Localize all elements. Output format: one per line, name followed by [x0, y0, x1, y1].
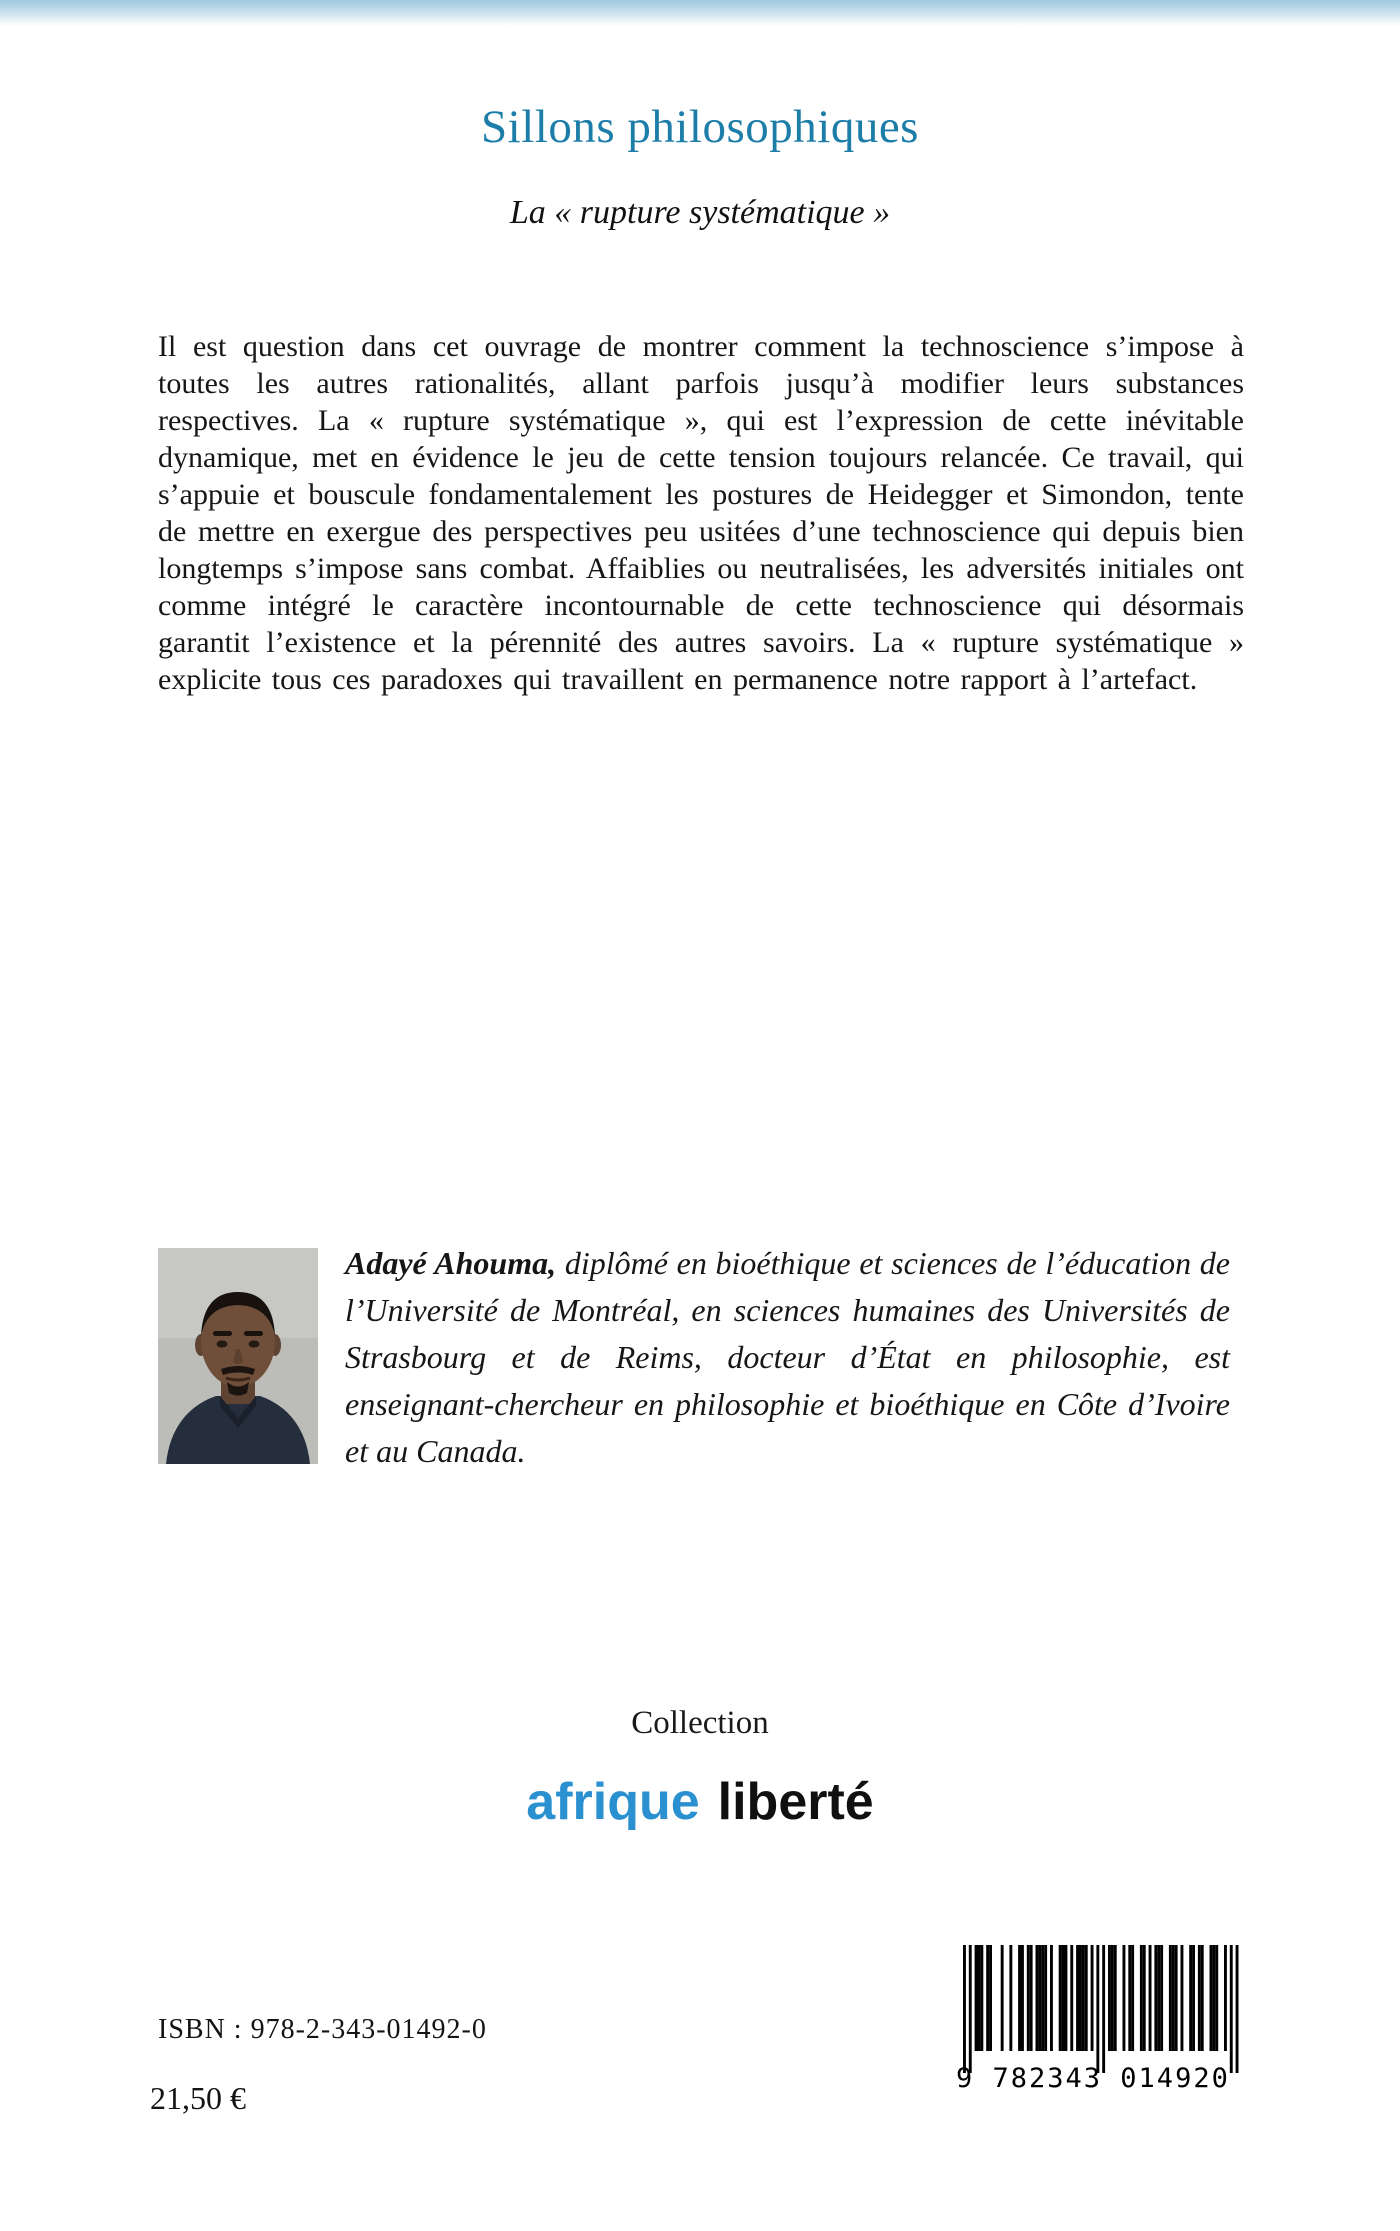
book-title: La « rupture systématique » [509, 194, 891, 231]
barcode-bars [963, 1945, 1239, 2073]
barcode-digits: 9 782343 014920 [956, 2063, 1230, 2094]
left-eyebrow [213, 1331, 232, 1336]
author-photo [158, 1248, 318, 1464]
right-eyebrow [244, 1331, 263, 1336]
author-bio-text: diplômé en bioéthique et sciences de l’éducation de l’Université de Montréal, en sciences humaines des Universités de Strasbourg et de Reims, docteur d’État en philosophie, est enseignant-chercheur en philosophie et bioéthique en Côte d’Ivoire et au Canada. [345, 1245, 1231, 1469]
isbn-text: ISBN : 978-2-343-01492-0 [158, 2014, 487, 2045]
price-text: 21,50 € [150, 2080, 246, 2116]
author-name: Adayé Ahouma, [345, 1245, 557, 1281]
author-bio [345, 1240, 1230, 1475]
barcode [950, 1945, 1252, 2105]
left-eye [217, 1340, 228, 1347]
collection-series-title: Sillons philosophiques [481, 101, 919, 153]
author-section [158, 1240, 1244, 1480]
collection-label: Collection [631, 1705, 769, 1741]
publisher-logo [0, 1772, 1400, 1832]
right-eye [249, 1340, 260, 1347]
logo-word-liberte: liberté [717, 1773, 874, 1831]
synopsis-paragraph: Il est question dans cet ouvrage de montrer comment la technoscience s’impose à toutes les autres rationalités, allant parfois jusqu’à modifier leurs substances respectives. La « rupture systématique », qui est l’expression de cette inévitable dynamique, met en évidence le jeu de cette tension toujours relancée. Ce travail, qui s’appuie et bouscule fondamentalement les postures de Heidegger et Simondon, tente de mettre en exergue des perspectives peu usitées d’une technoscience qui depuis bien longtemps s’impose sans combat. Affaiblies ou neutralisées, les adversités initiales ont comme intégré le caractère incontournable de cette technoscience qui désormais garantit l’existence et la pérennité des autres savoirs. La « rupture systématique » explicite tous ces paradoxes qui travaillent en permanence notre rapport à l’artefact. [158, 330, 1244, 696]
top-edge-band [0, 0, 1400, 26]
logo-word-afrique: afrique [526, 1773, 700, 1831]
author-portrait-illustration [158, 1248, 318, 1464]
